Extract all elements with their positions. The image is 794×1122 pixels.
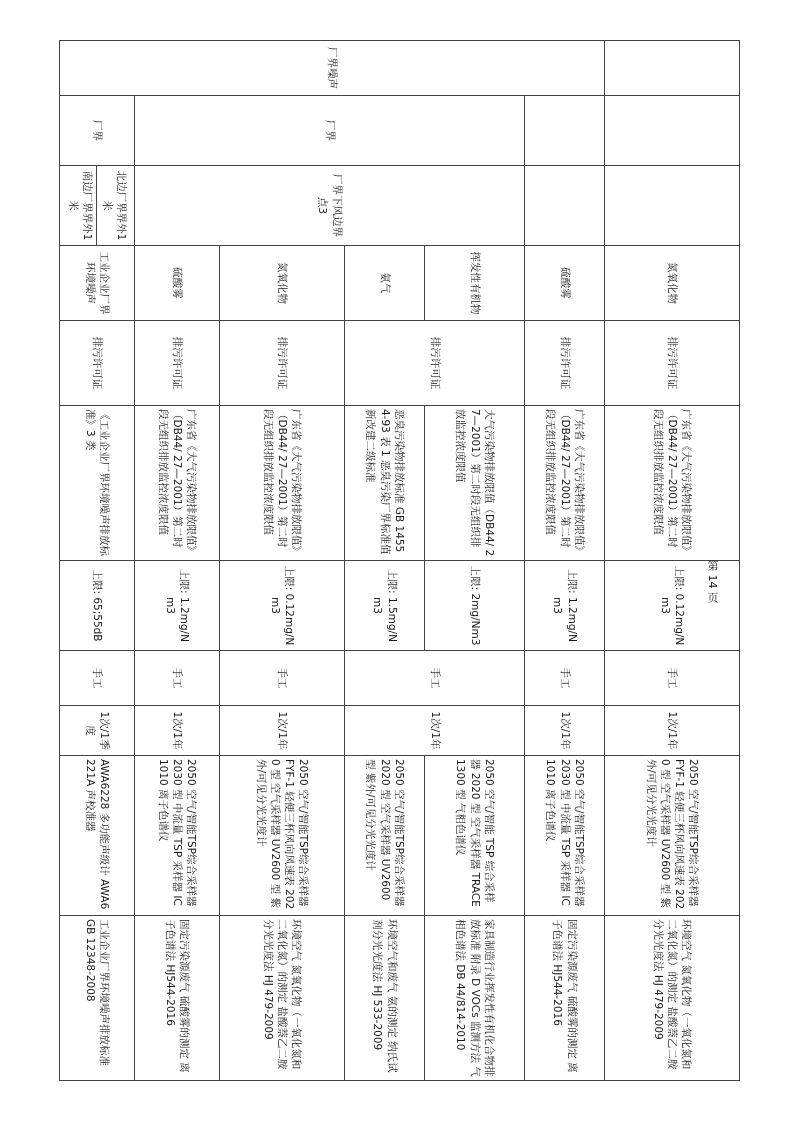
analysis-method-cell: 环境空气 氮氧化物（一氧化氮和二氧化氮）的测定 盐酸萘乙二胺分光光度法 HJ 479-2009 — [220, 916, 345, 1081]
table-row — [425, 41, 525, 1081]
equipment-cell: 2050 空气/智能TSP综合采样器 2030 型 中流量 TSP 采样器 IC1010 离子色谱仪 — [525, 756, 605, 916]
point-north: 北边厂界界外1米 — [97, 166, 130, 245]
item-cell: 氮氧化物 — [605, 246, 740, 321]
item-cell: 挥发性有机物 — [425, 246, 525, 321]
point-cell — [60, 166, 135, 246]
permit-cell: 排污许可证 — [135, 321, 220, 406]
permit-cell: 排污许可证 — [220, 321, 345, 406]
monitoring-plan-table — [59, 40, 740, 1081]
analysis-method-cell: 工业企业厂界环境噪声排放标准 GB 12348-2008 — [60, 916, 135, 1081]
item-cell: 氮氧化物 — [220, 246, 345, 321]
analysis-method-cell: 环境空气 氮氧化物（一氧化氮和二氧化氮）的测定 盐酸萘乙二胺分光光度法 HJ 479-2009 — [605, 916, 740, 1081]
equipment-cell: 2050 空气/智能TSP综合采样器 FYF-1 轻便三杯风向风速表 2020 型 空气采样器 UV2600 型 紫外/可见分光光度计 — [220, 756, 345, 916]
item-cell: 氨气 — [345, 246, 425, 321]
rotated-page — [60, 40, 740, 1080]
method-cell: 手工 — [60, 651, 135, 706]
standard-cell: 广东省《大气污染物排放限值》（DB44/ 27—2001）第二时段无组织排放监控浓度限值 — [525, 406, 605, 561]
limit-cell: 上限: 0.12mg/Nm3 — [220, 561, 345, 651]
category-cell — [605, 41, 740, 96]
method-cell: 手工 — [135, 651, 220, 706]
standard-cell: 《工业企业厂界环境噪声排放标准》3 类 — [60, 406, 135, 561]
analysis-method-cell: 环境空气和废气 氨的测定 纳氏试剂分光光度法 HJ 533-2009 — [345, 916, 425, 1081]
permit-cell: 排污许可证 — [60, 321, 135, 406]
standard-cell: 恶臭污染物排放标准 GB 14554-93 表 1 恶臭污染厂界标准值新改建二级标准 — [345, 406, 425, 561]
equipment-cell: 2050 空气/智能TSP综合采样器 FYF-1 轻便三杯风向风速表 2020 型 空气采样器 UV2600 型 紫外/可见分光光度计 — [605, 756, 740, 916]
frequency-cell: 1次/1年 — [525, 706, 605, 756]
limit-cell: 上限: 2mg/Nm3 — [425, 561, 525, 651]
limit-cell: 上限: 65;55dB — [60, 561, 135, 651]
standard-cell: 广东省《大气污染物排放限值》（DB44/ 27—2001）第二时段无组织排放监控浓度限值 — [605, 406, 740, 561]
item-cell: 工业企业厂界环境噪声 — [60, 246, 135, 321]
equipment-cell: 2050 空气/智能TSP综合采样器 2030 型 中流量 TSP 采样器 IC1010 离子色谱仪 — [135, 756, 220, 916]
standard-cell: 广东省《大气污染物排放限值》（DB44/ 27—2001）第二时段无组织排放监控浓度限值 — [135, 406, 220, 561]
permit-cell: 排污许可证 — [345, 321, 525, 406]
method-cell: 手工 — [220, 651, 345, 706]
frequency-cell: 1次/1季度 — [60, 706, 135, 756]
limit-cell: 上限: 1.2mg/Nm3 — [135, 561, 220, 651]
site-cell — [605, 96, 740, 166]
frequency-cell: 1次/1年 — [135, 706, 220, 756]
point-south: 南边厂界界外1米 — [67, 170, 94, 241]
table-row — [525, 41, 605, 1081]
frequency-cell: 1次/1年 — [220, 706, 345, 756]
equipment-cell: AWA6228 多功能声级计 AWA6221A 声校准器 — [60, 756, 135, 916]
monitoring-table-container — [60, 40, 740, 1080]
limit-cell: 上限: 1.2mg/Nm3 — [525, 561, 605, 651]
method-cell: 手工 — [345, 651, 525, 706]
frequency-cell: 1次/1年 — [345, 706, 525, 756]
analysis-method-cell: 固定污染源废气 硫酸雾的测定 离子色谱法 HJ544-2016 — [525, 916, 605, 1081]
method-cell: 手工 — [605, 651, 740, 706]
analysis-method-cell: 固定污染源废气 硫酸雾的测定 离子色谱法 HJ544-2016 — [135, 916, 220, 1081]
equipment-cell: 2050 空气/智能TSP综合采样器 2020 型 空气采样器 UV2600 型 紫外/可见分光光度计 — [345, 756, 425, 916]
method-cell: 手工 — [525, 651, 605, 706]
table-row — [60, 41, 135, 1081]
standard-cell: 大气污染物排放限值（DB44/ 27—2001）第二时段无组织排放监控浓度限值 — [425, 406, 525, 561]
limit-cell: 上限: 1.5mg/Nm3 — [345, 561, 425, 651]
permit-cell: 排污许可证 — [525, 321, 605, 406]
site-cell: 厂界 — [135, 96, 525, 166]
limit-cell: 上限: 0.12mg/Nm3 — [605, 561, 740, 651]
analysis-method-cell: 家具制造行业挥发性有机化合物排放标准 附录 D VOCs 监测方法 气相色谱法 DB 44/814-2010 — [425, 916, 525, 1081]
point-cell — [605, 166, 740, 246]
point-cell: 厂界下风边界点3 — [135, 166, 525, 246]
item-cell: 硫酸雾 — [525, 246, 605, 321]
site-cell: 厂界 — [60, 96, 135, 166]
standard-cell: 广东省《大气污染物排放限值》（DB44/ 27—2001）第二时段无组织排放监控浓度限值 — [220, 406, 345, 561]
page-number: 第 14 页 — [706, 560, 719, 603]
equipment-cell: 2050 空气/智能 TSP 综合采样器 2020 型 空气采样器 TRACE1300 型 气相色谱仪 — [425, 756, 525, 916]
permit-cell: 排污许可证 — [605, 321, 740, 406]
frequency-cell: 1次/1年 — [605, 706, 740, 756]
category-cell: 厂界噪声 — [60, 41, 605, 96]
site-cell — [525, 96, 605, 166]
item-cell: 硫酸雾 — [135, 246, 220, 321]
point-cell — [525, 166, 605, 246]
